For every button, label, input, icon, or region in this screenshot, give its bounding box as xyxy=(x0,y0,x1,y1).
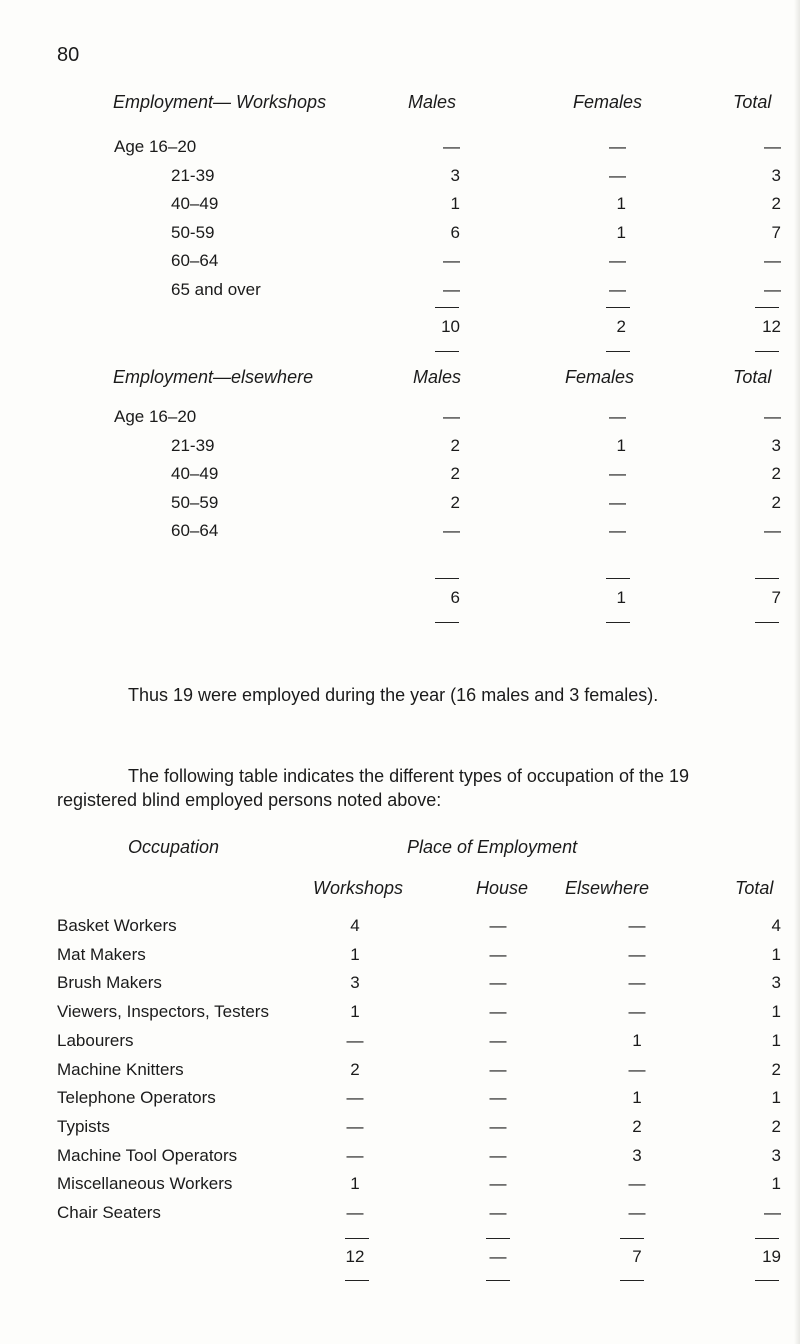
row-label: 40–49 xyxy=(171,464,219,484)
house-cell: — xyxy=(489,916,507,935)
page-number: 80 xyxy=(57,44,80,66)
males-cell: — xyxy=(443,251,460,271)
males-cell: 6 xyxy=(450,222,460,242)
workshops-cell: 4 xyxy=(350,916,360,935)
elsewhere-cell: — xyxy=(628,1002,646,1022)
workshops-cell: — xyxy=(346,1088,364,1108)
row-label: 21-39 xyxy=(171,435,215,455)
rule xyxy=(755,1238,779,1239)
place-of-employment-header: Place of Employment xyxy=(407,837,578,857)
males-header: Males xyxy=(413,367,462,387)
total-cell: — xyxy=(764,407,781,426)
total-cell: 2 xyxy=(771,1059,781,1079)
elsewhere-col-header: Elsewhere xyxy=(565,878,650,898)
total-cell: 3 xyxy=(771,1145,781,1165)
workshops-cell: 1 xyxy=(350,1002,360,1022)
total-cell: — xyxy=(764,137,781,156)
summary-text: Thus 19 were employed during the year (16 males and 3 females). xyxy=(128,685,659,705)
males-cell: — xyxy=(443,407,460,426)
males-cell: 2 xyxy=(450,492,460,512)
total-cell: — xyxy=(764,251,781,271)
total-cell: 1 xyxy=(771,1030,781,1050)
occupation-label: Mat Makers xyxy=(57,944,146,964)
rule xyxy=(755,622,779,623)
total-cell: 1 xyxy=(771,1088,781,1108)
rule xyxy=(606,578,630,579)
occupation-label: Machine Knitters xyxy=(57,1059,184,1079)
males-cell: 3 xyxy=(450,165,460,185)
females-cell: — xyxy=(609,165,626,185)
females-cell: — xyxy=(609,464,626,484)
rule xyxy=(606,351,630,352)
row-label: Age 16–20 xyxy=(114,407,197,426)
total-cell: 4 xyxy=(771,916,781,935)
rule xyxy=(620,1280,644,1281)
row-label: 60–64 xyxy=(171,521,219,541)
total-cell: 7 xyxy=(771,222,781,242)
workshops-cell: — xyxy=(346,1030,364,1050)
rule xyxy=(606,622,630,623)
rule xyxy=(345,1238,369,1239)
workshops-cell: — xyxy=(346,1203,364,1222)
workshops-cell: — xyxy=(346,1145,364,1165)
occupation-total-workshops: 12 xyxy=(345,1247,365,1266)
males-cell: — xyxy=(443,521,460,541)
elsewhere-cell: — xyxy=(628,1059,646,1079)
total-cell: 3 xyxy=(771,435,781,455)
total-cell: — xyxy=(764,280,781,299)
total-cell: 2 xyxy=(771,194,781,214)
house-cell: — xyxy=(489,1059,507,1079)
females-cell: 1 xyxy=(616,435,626,455)
total-cell: 2 xyxy=(771,464,781,484)
rule xyxy=(435,578,459,579)
occupation-label: Viewers, Inspectors, Testers xyxy=(57,1002,269,1022)
elsewhere-cell: 2 xyxy=(632,1116,642,1136)
rule xyxy=(486,1280,510,1281)
workshops-table-title: Employment— Workshops xyxy=(113,92,327,112)
elsewhere-cell: — xyxy=(628,973,646,993)
elsewhere-cell: — xyxy=(628,1203,646,1222)
rule xyxy=(755,578,779,579)
elsewhere-cell: 3 xyxy=(632,1145,642,1165)
females-cell: — xyxy=(609,521,626,541)
total-cell: — xyxy=(764,521,781,541)
females-cell: 1 xyxy=(616,222,626,242)
house-cell: — xyxy=(489,1088,507,1108)
males-cell: — xyxy=(443,280,460,299)
elsewhere-cell: 1 xyxy=(632,1030,642,1050)
elsewhere-cell: — xyxy=(628,916,646,935)
occupation-label: Basket Workers xyxy=(57,916,177,935)
total-cell: 2 xyxy=(771,1116,781,1136)
total-cell: 1 xyxy=(771,1002,781,1022)
page-edge-shadow xyxy=(794,0,800,1344)
elsewhere-cell: — xyxy=(628,1174,646,1194)
house-cell: — xyxy=(489,973,507,993)
row-label: Age 16–20 xyxy=(114,137,197,156)
rule xyxy=(435,307,459,308)
males-cell: — xyxy=(443,137,460,156)
house-cell: — xyxy=(489,1002,507,1022)
house-cell: — xyxy=(489,1030,507,1050)
occupation-label: Labourers xyxy=(57,1030,134,1050)
occupation-total-elsewhere: 7 xyxy=(632,1247,642,1266)
occupation-label: Machine Tool Operators xyxy=(57,1145,238,1165)
house-cell: — xyxy=(489,1116,507,1136)
house-cell: — xyxy=(489,1145,507,1165)
house-col-header: House xyxy=(476,878,529,898)
workshops-cell: 1 xyxy=(350,1174,360,1194)
rule xyxy=(620,1238,644,1239)
occupation-header: Occupation xyxy=(128,837,220,857)
total-cell: 3 xyxy=(771,165,781,185)
rule xyxy=(435,622,459,623)
workshops-total-total: 12 xyxy=(762,317,781,336)
elsewhere-cell: 1 xyxy=(632,1088,642,1108)
males-cell: 1 xyxy=(450,194,460,214)
row-label: 50–59 xyxy=(171,492,219,512)
row-label: 65 and over xyxy=(171,280,261,299)
males-cell: 2 xyxy=(450,435,460,455)
total-cell: 1 xyxy=(771,944,781,964)
females-cell: — xyxy=(609,492,626,512)
elsewhere-table-title: Employment—elsewhere xyxy=(113,367,314,387)
occupation-total-total: 19 xyxy=(762,1247,781,1266)
females-header: Females xyxy=(573,92,643,112)
occupation-label: Brush Makers xyxy=(57,973,162,993)
elsewhere-total-total: 7 xyxy=(771,588,781,607)
occupation-label: Miscellaneous Workers xyxy=(57,1174,233,1194)
males-header: Males xyxy=(408,92,457,112)
rule xyxy=(755,351,779,352)
workshops-col-header: Workshops xyxy=(313,878,404,898)
males-cell: 2 xyxy=(450,464,460,484)
row-label: 50-59 xyxy=(171,222,215,242)
total-col-header: Total xyxy=(735,878,774,898)
occupation-label: Typists xyxy=(57,1116,110,1136)
elsewhere-total-females: 1 xyxy=(616,588,626,607)
females-cell: — xyxy=(609,251,626,271)
rule xyxy=(435,351,459,352)
rule xyxy=(345,1280,369,1281)
elsewhere-cell: — xyxy=(628,944,646,964)
rule xyxy=(606,307,630,308)
females-header: Females xyxy=(565,367,635,387)
workshops-total-males: 10 xyxy=(441,317,460,336)
females-cell: 1 xyxy=(616,194,626,214)
intro-paragraph: The following table indicates the different types of occupation of the 19 registered blind employed persons noted above: xyxy=(57,766,690,810)
row-label: 60–64 xyxy=(171,251,219,271)
occupation-total-house: — xyxy=(489,1247,507,1266)
house-cell: — xyxy=(489,1203,507,1222)
workshops-cell: — xyxy=(346,1116,364,1136)
workshops-cell: 2 xyxy=(350,1059,360,1079)
workshops-total-females: 2 xyxy=(616,317,626,336)
total-cell: 3 xyxy=(771,973,781,993)
workshops-cell: 1 xyxy=(350,944,360,964)
house-cell: — xyxy=(489,944,507,964)
workshops-cell: 3 xyxy=(350,973,360,993)
total-header: Total xyxy=(733,92,772,112)
row-label: 40–49 xyxy=(171,194,219,214)
females-cell: — xyxy=(609,280,626,299)
elsewhere-total-males: 6 xyxy=(450,588,460,607)
occupation-label: Telephone Operators xyxy=(57,1088,216,1108)
rule xyxy=(755,307,779,308)
total-cell: 1 xyxy=(771,1174,781,1194)
house-cell: — xyxy=(489,1174,507,1194)
females-cell: — xyxy=(609,137,626,156)
rule xyxy=(755,1280,779,1281)
rule xyxy=(486,1238,510,1239)
total-header: Total xyxy=(733,367,772,387)
occupation-label: Chair Seaters xyxy=(57,1203,161,1222)
females-cell: — xyxy=(609,407,626,426)
total-cell: 2 xyxy=(771,492,781,512)
row-label: 21-39 xyxy=(171,165,215,185)
total-cell: — xyxy=(764,1203,781,1222)
